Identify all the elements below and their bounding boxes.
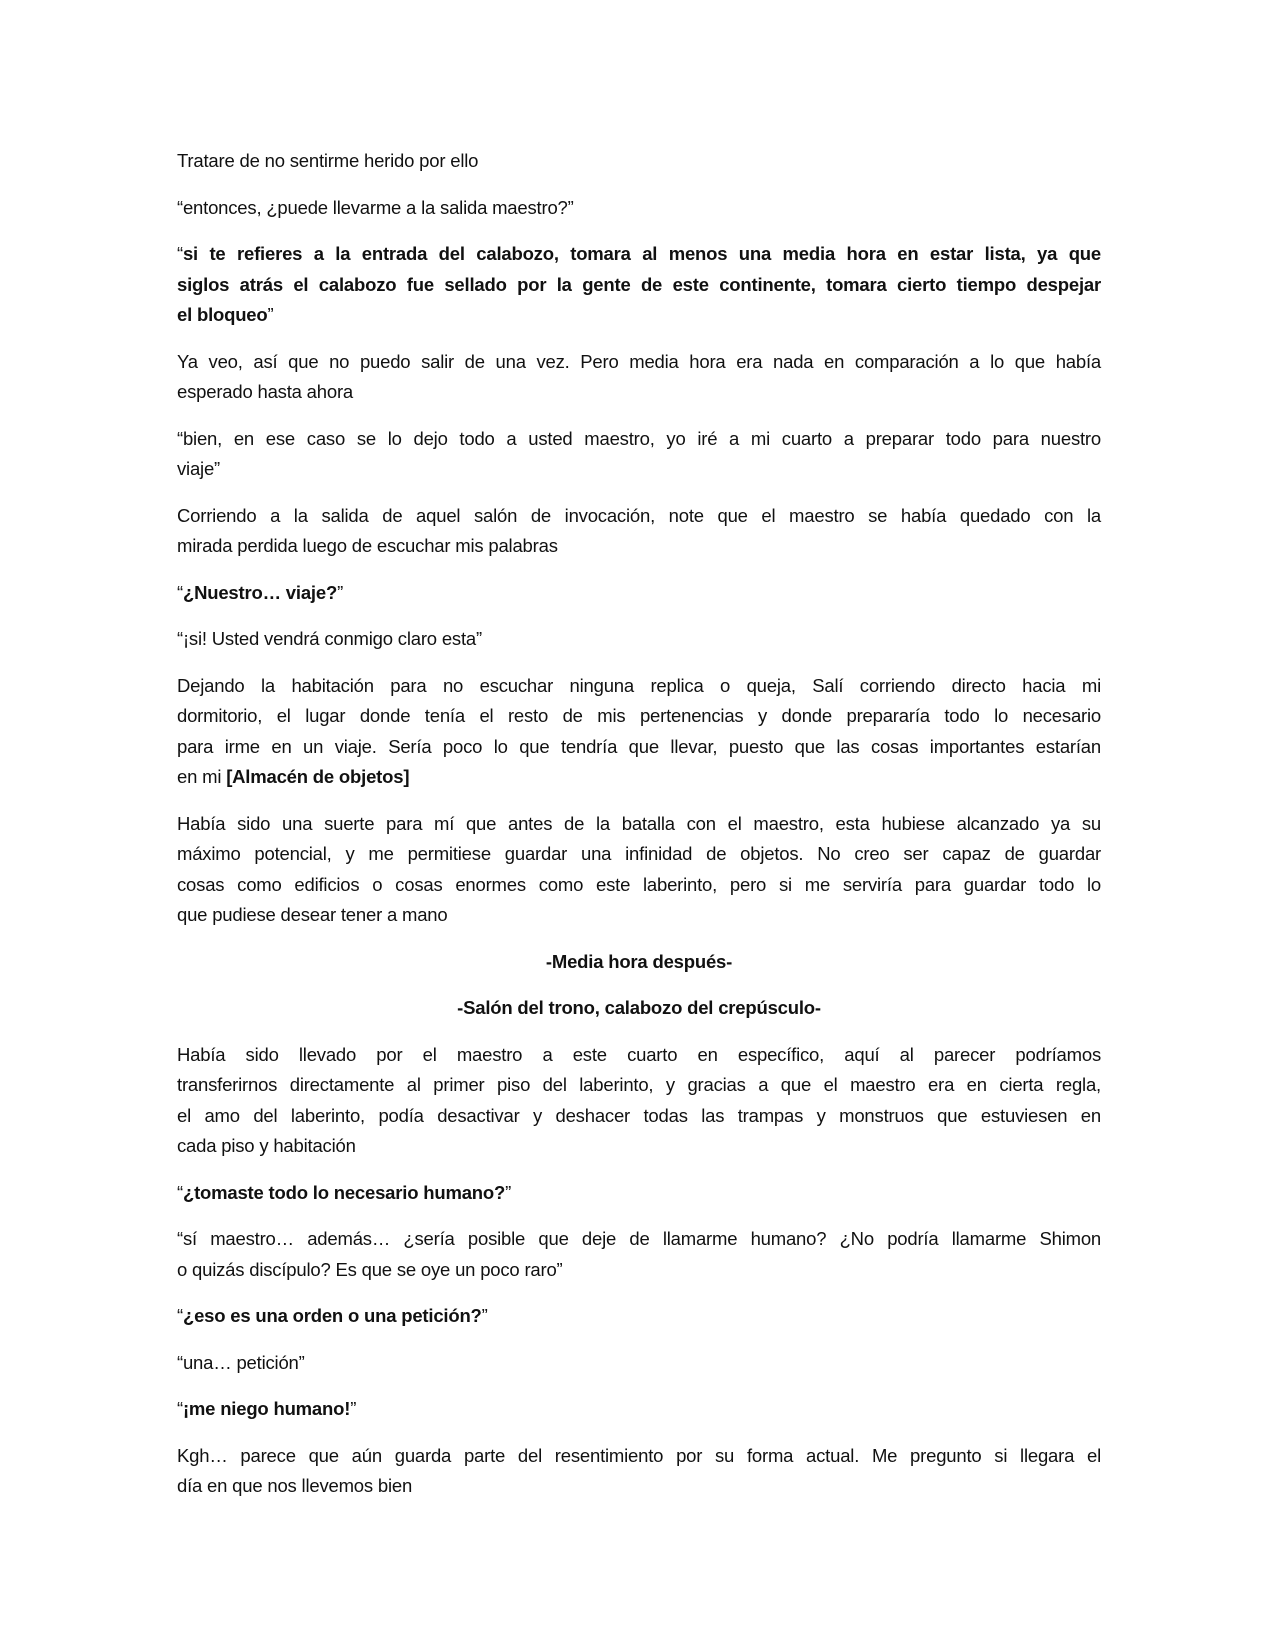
- text: esperado hasta ahora: [177, 381, 353, 402]
- document-page: [177, 146, 1101, 1518]
- text-line: [177, 347, 1101, 378]
- section-heading: [177, 947, 1101, 978]
- bold-text: -Media hora después-: [545, 950, 733, 972]
- text: “una… petición”: [177, 1351, 305, 1373]
- text: “sí maestro… además… ¿sería posible que deje de llamarme humano? ¿No podría llamarme Shimon: [177, 1228, 1101, 1249]
- text: día en que nos llevemos bien: [177, 1475, 413, 1496]
- text-line: [177, 762, 1101, 793]
- bold-text: ¿eso es una orden o una petición?: [182, 1305, 482, 1326]
- text-line: [177, 870, 1101, 901]
- text: transferirnos directamente al primer piso del laberinto, y gracias a que el maestro era en cierta regla,: [177, 1074, 1101, 1095]
- text: mirada perdida luego de escuchar mis palabras: [177, 535, 558, 556]
- text: ”: [337, 581, 344, 603]
- text-line: [177, 671, 1101, 702]
- text-line: [177, 146, 1101, 177]
- text: “: [177, 1181, 183, 1203]
- text: cosas como edificios o cosas enormes como este laberinto, pero si me serviría para guardar todo lo: [177, 873, 1101, 895]
- text-line: [177, 578, 1101, 609]
- bold-text: [Almacén de objetos]: [226, 766, 410, 787]
- text: “¡si! Usted vendrá conmigo claro esta”: [177, 628, 482, 649]
- text: viaje”: [177, 458, 221, 479]
- text: Ya veo, así que no puedo salir de una vez. Pero media hora era nada en comparación a lo que había: [177, 350, 1101, 372]
- text: Tratare de no sentirme herido por ello: [177, 150, 479, 171]
- paragraph: [177, 193, 1101, 224]
- text-line: [177, 624, 1101, 655]
- paragraph: [177, 578, 1101, 609]
- text-line: [177, 300, 1101, 331]
- text-line: [177, 947, 1101, 978]
- text-line: [177, 531, 1101, 562]
- text: “entonces, ¿puede llevarme a la salida maestro?”: [177, 196, 574, 218]
- text: “: [177, 581, 183, 603]
- bold-text: ¡me niego humano!: [182, 1398, 351, 1419]
- text: ”: [267, 304, 274, 325]
- paragraph: [177, 1348, 1101, 1379]
- text: máximo potencial, y me permitiese guardar una infinidad de objetos. No creo ser capaz de guardar: [177, 843, 1101, 864]
- text-line: [177, 1394, 1101, 1425]
- paragraph: [177, 347, 1101, 408]
- paragraph: [177, 1301, 1101, 1332]
- text-line: [177, 501, 1101, 532]
- text: cada piso y habitación: [177, 1135, 356, 1156]
- text: que pudiese desear tener a mano: [177, 904, 448, 925]
- text: Dejando la habitación para no escuchar ninguna replica o queja, Salí corriendo directo hacia mi: [177, 674, 1101, 696]
- text-line: [177, 270, 1101, 301]
- section-heading: [177, 993, 1101, 1024]
- text-line: [177, 1471, 1101, 1502]
- text-line: [177, 1040, 1101, 1071]
- text-line: [177, 454, 1101, 485]
- text-line: [177, 1178, 1101, 1209]
- text: dormitorio, el lugar donde tenía el resto de mis pertenencias y donde prepararía todo lo necesario: [177, 705, 1101, 726]
- text-line: [177, 377, 1101, 408]
- text: “: [177, 1305, 183, 1326]
- text-line: [177, 1348, 1101, 1379]
- text: Kgh… parece que aún guarda parte del resentimiento por su forma actual. Me pregunto si llegara el: [177, 1444, 1101, 1466]
- bold-text: el bloqueo: [177, 304, 268, 325]
- paragraph: [177, 671, 1101, 793]
- bold-text: -Salón del trono, calabozo del crepúsculo-: [457, 997, 821, 1018]
- text: para irme en un viaje. Sería poco lo que tendría que llevar, puesto que las cosas importantes estarían: [177, 735, 1101, 757]
- text-line: [177, 1070, 1101, 1101]
- text: “: [177, 1398, 183, 1419]
- text-line: [177, 239, 1101, 270]
- paragraph: [177, 146, 1101, 177]
- text-line: [177, 1441, 1101, 1472]
- bold-text: si te refieres a la entrada del calabozo, tomara al menos una media hora en estar lista, ya que: [182, 243, 1101, 264]
- text-line: [177, 809, 1101, 840]
- paragraph: [177, 501, 1101, 562]
- paragraph: [177, 1178, 1101, 1209]
- text: “bien, en ese caso se lo dejo todo a usted maestro, yo iré a mi cuarto a preparar todo para nuestro: [177, 427, 1101, 449]
- text: Corriendo a la salida de aquel salón de invocación, note que el maestro se había quedado con la: [177, 504, 1101, 526]
- text: Había sido llevado por el maestro a este cuarto en específico, aquí al parecer podríamos: [177, 1043, 1101, 1065]
- bold-text: ¿Nuestro… viaje?: [182, 581, 338, 603]
- text-line: [177, 1101, 1101, 1132]
- text: el amo del laberinto, podía desactivar y deshacer todas las trampas y monstruos que estuviesen en: [177, 1104, 1101, 1126]
- paragraph: [177, 809, 1101, 931]
- paragraph: [177, 424, 1101, 485]
- text: o quizás discípulo? Es que se oye un poco raro”: [177, 1258, 563, 1280]
- text: ”: [505, 1181, 512, 1203]
- paragraph: [177, 1441, 1101, 1502]
- text-line: [177, 1224, 1101, 1255]
- text-line: [177, 900, 1101, 931]
- paragraph: [177, 239, 1101, 331]
- text-line: [177, 839, 1101, 870]
- text-line: [177, 424, 1101, 455]
- bold-text: siglos atrás el calabozo fue sellado por la gente de este continente, tomara cierto tiempo despejar: [177, 273, 1101, 295]
- paragraph: [177, 624, 1101, 655]
- text: en mi: [177, 766, 227, 787]
- text: “: [177, 243, 183, 264]
- text-line: [177, 1301, 1101, 1332]
- text: ”: [481, 1305, 488, 1326]
- text-line: [177, 193, 1101, 224]
- text-line: [177, 993, 1101, 1024]
- text-line: [177, 701, 1101, 732]
- text-line: [177, 732, 1101, 763]
- paragraph: [177, 1040, 1101, 1162]
- text-line: [177, 1131, 1101, 1162]
- text: ”: [350, 1398, 357, 1419]
- bold-text: ¿tomaste todo lo necesario humano?: [182, 1181, 506, 1203]
- paragraph: [177, 1224, 1101, 1285]
- text-line: [177, 1255, 1101, 1286]
- text: Había sido una suerte para mí que antes de la batalla con el maestro, esta hubiese alcanzado ya su: [177, 812, 1101, 834]
- paragraph: [177, 1394, 1101, 1425]
